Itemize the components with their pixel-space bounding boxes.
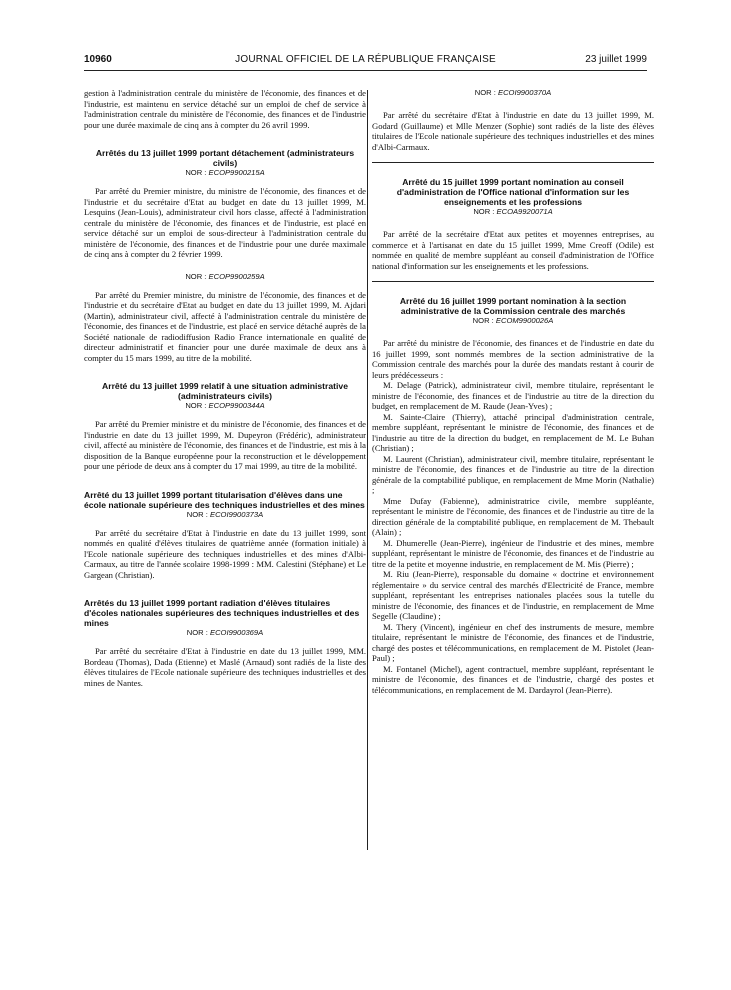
intro-paragraph: gestion à l'administration centrale du ministère de l'économie, des finances et de l'industrie, est maintenu en service détaché sur un emploi de chef de service à l'administration centrale du ministère de l'économie, des finances et de l'industrie pour une durée maximale de cinq ans à compter du 26 avril 1999. bbox=[84, 88, 366, 130]
member-paragraph: M. Riu (Jean-Pierre), responsable du domaine « doctrine et environnement réglementaire » du service central des marchés d'Electricité de France, membre suppléant, représentant les entreprises nationales placées sous la tutelle du ministre de l'économie, des finances et de l'industrie, en remplacement de Mme Segelle (Claudine) ; bbox=[372, 569, 654, 621]
nor-label: NOR : bbox=[474, 88, 498, 97]
left-column bbox=[84, 88, 366, 688]
right-column bbox=[372, 88, 654, 695]
member-paragraph: M. Sainte-Claire (Thierry), attaché principal d'administration centrale, membre suppléant, représentant le ministre de l'économie, des finances et de l'industrie au titre de la direction du budget, en remplacement de M. Le Buhan (Christian) ; bbox=[372, 411, 654, 453]
section-title-radiation: Arrêtés du 13 juillet 1999 portant radiation d'élèves titulaires d'écoles nationales supérieures des techniques industrielles et des mines bbox=[84, 598, 360, 628]
nor-code: ECOI9900370A bbox=[498, 88, 552, 97]
member-paragraph: Mme Dufay (Fabienne), administratrice civile, membre suppléante, représentant le ministre de l'économie, des finances et de l'industrie au titre de la direction générale de la comptabilité publique, en remplacement de M. Thebault (Alain) ; bbox=[372, 495, 654, 537]
nor-code: ECOI9900369A bbox=[210, 628, 264, 637]
decree-paragraph: Par arrêté du Premier ministre, du ministre de l'économie, des finances et de l'industrie et du secrétaire d'Etat au budget en date du 13 juillet 1999, M. Ajdari (Martin), administrateur civil, affecté à l'administration centrale du ministère de l'économie, des finances et de l'industrie, est placé en service détaché auprès de la Société nationale de radiodiffusion Radio France internationale en qualité de directeur administratif et financier pour une durée maximale de deux ans à compter du 15 mars 1999, au titre de la mobilité. bbox=[84, 289, 366, 363]
nor-line bbox=[84, 272, 366, 282]
section-rule bbox=[372, 281, 654, 282]
page-number: 10960 bbox=[84, 54, 112, 65]
column-divider bbox=[367, 90, 368, 850]
nor-label: NOR : bbox=[185, 271, 209, 281]
nor-code: ECOP9900259A bbox=[208, 271, 265, 281]
decree-paragraph: Par arrêté du ministre de l'économie, des finances et de l'industrie en date du 16 juillet 1999, sont nommés membres de la section administrative de la Commission centrale des marchés pour la durée des mandats restant à courir de leurs prédécesseurs : bbox=[372, 338, 654, 380]
publication-date: 23 juillet 1999 bbox=[585, 54, 647, 65]
section-title-titularisation: Arrêté du 13 juillet 1999 portant titularisation d'élèves dans une école nationale supérieure des techniques industrielles et des mines bbox=[84, 489, 365, 510]
nor-code: ECOP9900215A bbox=[208, 168, 265, 177]
member-paragraph: M. Delage (Patrick), administrateur civil, membre titulaire, représentant le ministre de l'économie, des finances et de l'industrie au titre de la direction du budget, en remplacement de M. Raude (Jean-Yves) ; bbox=[372, 380, 654, 411]
nor-code: ECOA9920071A bbox=[496, 207, 553, 216]
section-rule bbox=[372, 162, 654, 163]
nor-line bbox=[84, 510, 366, 520]
section-title-situation: Arrêté du 13 juillet 1999 relatif à une situation administrative (administrateurs civils) bbox=[102, 381, 348, 401]
decree-paragraph: Par arrêté du Premier ministre, du ministre de l'économie, des finances et de l'industrie et du secrétaire d'Etat au budget en date du 13 juillet 1999, M. Lesquins (Jean-Louis), administrateur civil hors classe, affecté à l'administration centrale du ministère de l'économie, des finances et de l'industrie, est placé en service détaché sur un emploi de sous-directeur à l'administration centrale du ministère de l'économie, des finances et de l'industrie pour une durée maximale de cinq ans à compter du 2 février 1999. bbox=[84, 186, 366, 259]
decree-paragraph: Par arrêté du Premier ministre et du ministre de l'économie, des finances et de l'industrie en date du 13 juillet 1999, M. Dupeyron (Frédéric), administrateur civil, affecté au ministère de l'économie, des finances et de l'industrie, est mis à la disposition de la Banque européenne pour la reconstruction et le développement pour une période de deux ans à compter du 17 mai 1999, au titre de la mobilité. bbox=[84, 419, 366, 471]
nor-line bbox=[84, 168, 366, 178]
nor-line bbox=[372, 88, 654, 98]
nor-code: ECOI9900373A bbox=[210, 509, 264, 519]
header-rule bbox=[84, 70, 647, 71]
nor-label: NOR : bbox=[186, 628, 210, 637]
nor-label: NOR : bbox=[186, 509, 210, 519]
nor-line bbox=[372, 207, 654, 217]
nor-label: NOR : bbox=[473, 207, 497, 216]
nor-line bbox=[84, 628, 366, 638]
page-header bbox=[84, 52, 647, 68]
nor-code: ECOM9900026A bbox=[495, 316, 554, 325]
decree-paragraph: Par arrêté du secrétaire d'Etat à l'industrie en date du 13 juillet 1999, sont nommés en qualité d'élèves titulaires de quatrième année (formation initiale) à l'Ecole nationale supérieure des techniques industrielles et des mines d'Albi-Carmaux, au titre de l'année scolaire 1998-1999 : MM. Calestini (Stéphane) et Le Gargean (Christian). bbox=[84, 527, 366, 580]
section-title-commission: Arrêté du 16 juillet 1999 portant nomination à la section administrative de la Commission centrale des marchés bbox=[399, 296, 627, 316]
decree-paragraph: Par arrêté du secrétaire d'Etat à l'industrie en date du 13 juillet 1999, M. Godard (Guillaume) et Mlle Menzer (Sophie) sont radiés de la liste des élèves titulaires de l'Ecole nationale supérieure des techniques industrielles et des mines d'Albi-Carmaux. bbox=[372, 110, 654, 152]
nor-label: NOR : bbox=[185, 168, 209, 177]
member-paragraph: M. Laurent (Christian), administrateur civil, membre titulaire, représentant le ministre de l'économie, des finances et de l'industrie au titre de la direction générale de la comptabilité publique, en remplacement de Mme Morin (Nathalie) ; bbox=[372, 453, 654, 495]
decree-paragraph: Par arrêté de la secrétaire d'Etat aux petites et moyennes entreprises, au commerce et à l'artisanat en date du 15 juillet 1999, Mme Creoff (Odile) est nommée en qualité de membre suppléant au conseil d'administration de l'Office national d'information sur les enseignements et les professions. bbox=[372, 229, 654, 271]
nor-line bbox=[84, 401, 366, 411]
nor-label: NOR : bbox=[185, 401, 209, 410]
section-title-detachement: Arrêtés du 13 juillet 1999 portant détachement (administrateurs civils) bbox=[95, 148, 355, 168]
section-title-onisep: Arrêté du 15 juillet 1999 portant nomination au conseil d'administration de l'Office national d'information sur les enseignements et les professions bbox=[396, 177, 630, 207]
member-paragraph: M. Fontanel (Michel), agent contractuel, membre suppléant, représentant le ministre de l'économie, des finances et de l'industrie, chargé des postes et télécommunications, en remplacement de M. Dardayrol (Jean-Pierre). bbox=[372, 663, 654, 695]
journal-title: JOURNAL OFFICIEL DE LA RÉPUBLIQUE FRANÇAISE bbox=[235, 54, 496, 65]
nor-label: NOR : bbox=[472, 316, 496, 325]
nor-code: ECOP9900344A bbox=[208, 401, 265, 410]
decree-paragraph: Par arrêté du secrétaire d'Etat à l'industrie en date du 13 juillet 1999, MM. Bordeau (Thomas), Dada (Etienne) et Maslé (Arnaud) sont radiés de la liste des élèves titulaires de l'Ecole nationale supérieure des techniques industrielles et des mines de Nantes. bbox=[84, 646, 366, 688]
member-paragraph: M. Dhumerelle (Jean-Pierre), ingénieur de l'industrie et des mines, membre suppléant, représentant le ministre de l'économie, des finances et de l'industrie au titre de la petite et moyenne industrie, en remplacement de M. Mis (Pierre) ; bbox=[372, 537, 654, 569]
member-paragraph: M. Thery (Vincent), ingénieur en chef des instruments de mesure, membre titulaire, représentant le ministre de l'économie, des finances et de l'industrie, chargé des postes et télécommunications, en remplacement de M. Pistolet (Jean-Paul) ; bbox=[372, 621, 654, 663]
nor-line bbox=[372, 316, 654, 326]
